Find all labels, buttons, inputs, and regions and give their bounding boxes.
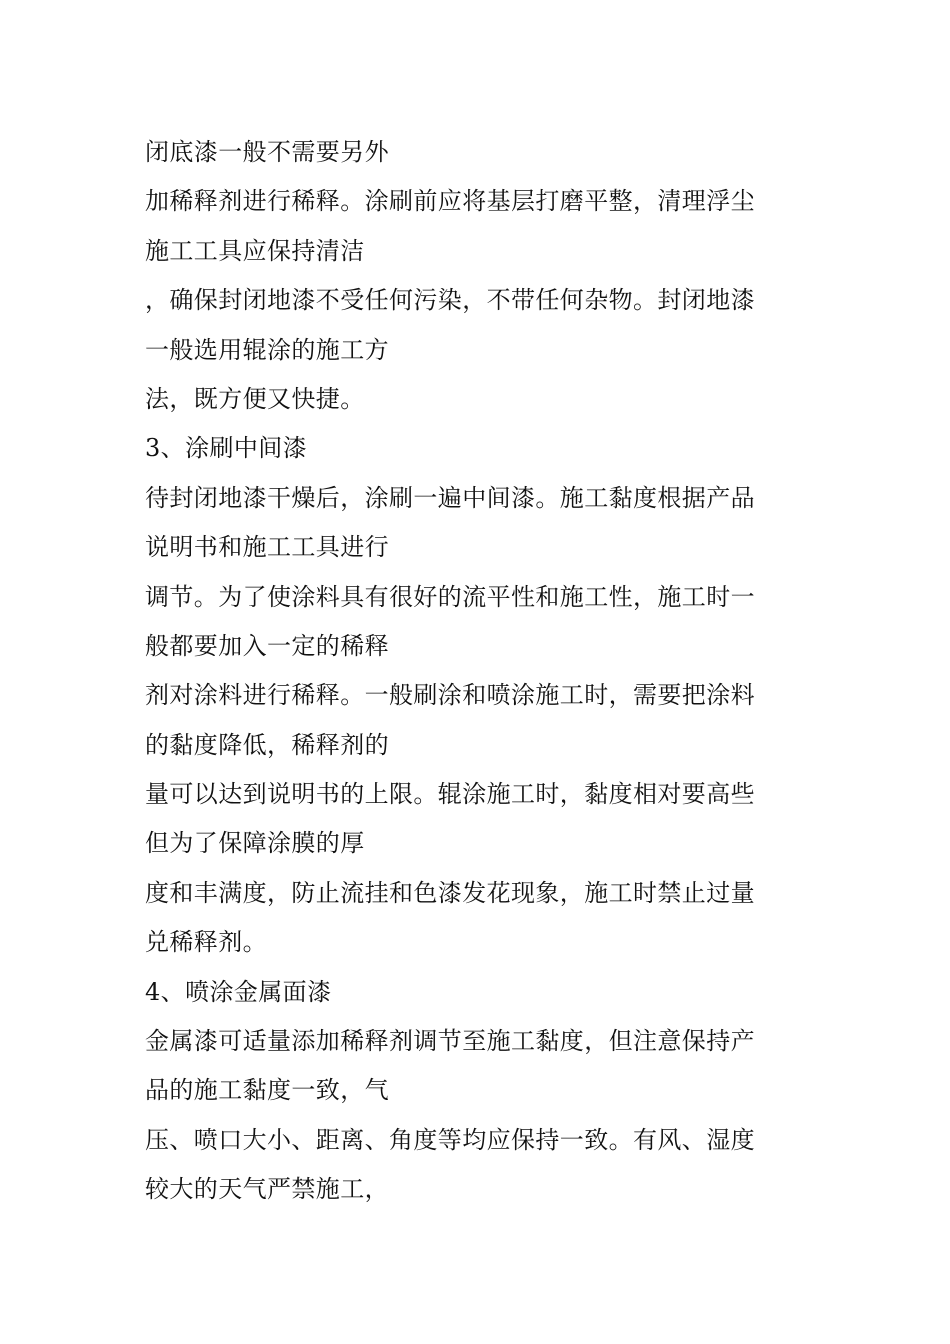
- text-line: 调节。为了使涂料具有很好的流平性和施工性，施工时一: [145, 582, 755, 611]
- text-line: 一般选用辊涂的施工方: [145, 335, 389, 364]
- text-line: 金属漆可适量添加稀释剂调节至施工黏度，但注意保持产: [145, 1027, 755, 1056]
- section-heading: 4、喷涂金属面漆: [145, 977, 332, 1006]
- text-line: 剂对涂料进行稀释。一般刷涂和喷涂施工时，需要把涂料: [145, 681, 755, 710]
- text-line: 闭底漆一般不需要另外: [145, 138, 389, 166]
- text-line: ，确保封闭地漆不受任何污染，不带任何杂物。封闭地漆: [145, 286, 755, 315]
- text-line: 较大的天气严禁施工，: [145, 1175, 389, 1204]
- text-line: 兑稀释剂。: [145, 928, 267, 957]
- section-heading: 3、涂刷中间漆: [145, 434, 308, 463]
- document-body: [145, 128, 815, 1215]
- text-line: 度和丰满度，防止流挂和色漆发花现象，施工时禁止过量: [145, 878, 755, 907]
- text-line: 但为了保障涂膜的厚: [145, 829, 365, 858]
- text-line: 施工工具应保持清洁: [145, 236, 365, 265]
- text-line: 压、喷口大小、距离、角度等均应保持一致。有风、湿度: [145, 1125, 755, 1154]
- text-line: 待封闭地漆干燥后，涂刷一遍中间漆。施工黏度根据产品: [145, 483, 755, 512]
- text-line: 法，既方便又快捷。: [145, 384, 365, 413]
- text-line: 说明书和施工工具进行: [145, 533, 389, 562]
- text-line: 品的施工黏度一致，气: [145, 1076, 389, 1105]
- text-line: 的黏度降低，稀释剂的: [145, 730, 389, 759]
- text-line: 加稀释剂进行稀释。涂刷前应将基层打磨平整，清理浮尘: [145, 187, 755, 216]
- text-line: 量可以达到说明书的上限。辊涂施工时，黏度相对要高些: [145, 780, 755, 809]
- text-line: 般都要加入一定的稀释: [145, 631, 389, 660]
